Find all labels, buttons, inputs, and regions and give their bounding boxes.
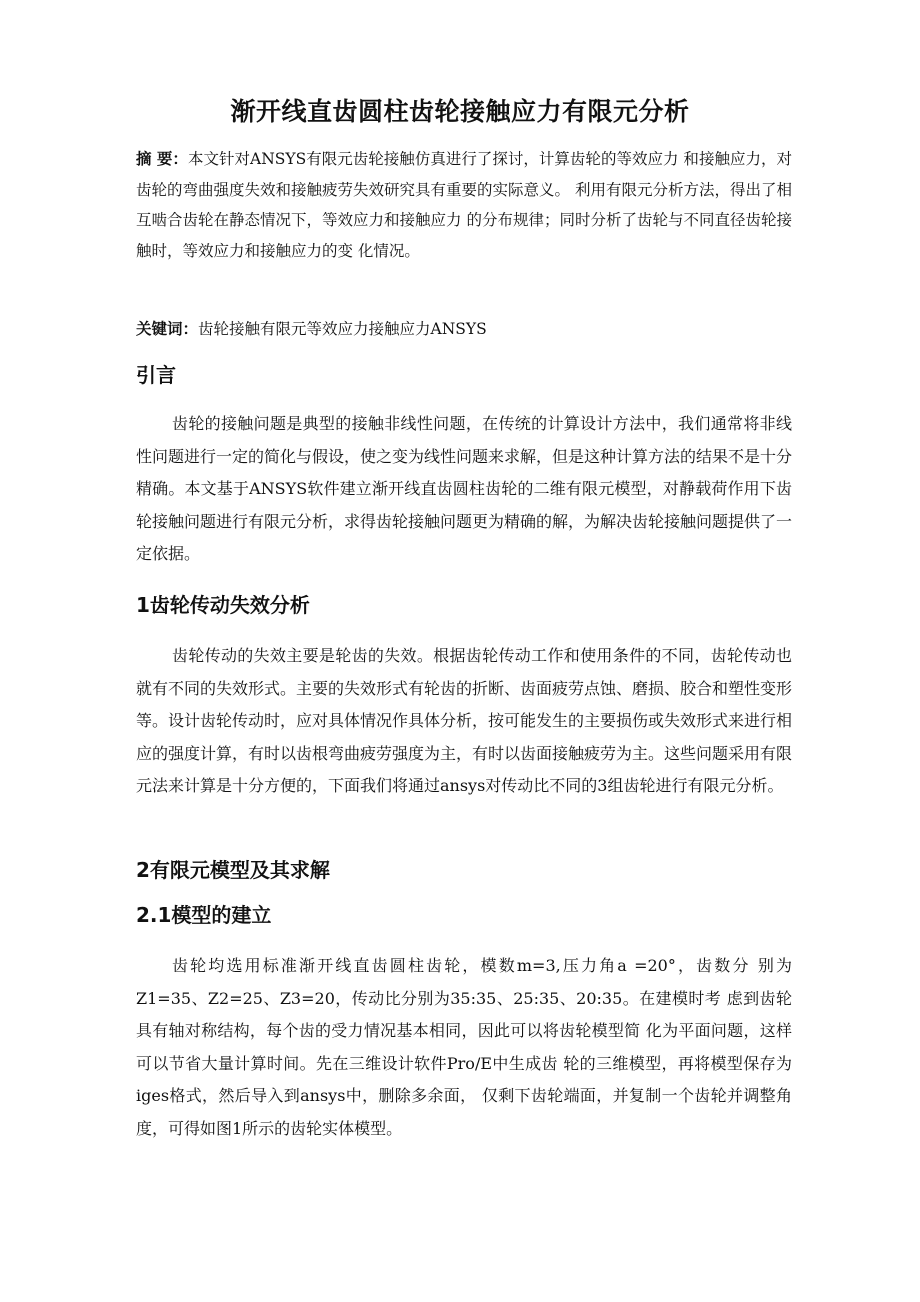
section-paragraph-2-1: 齿轮均选用标准渐开线直齿圆柱齿轮，模数m=3,压力角a =20°，齿数分 别为Z1=35、Z2=25、Z3=20，传动比分别为35:35、25:35、20:35。在建模时考 虑到齿轮具有轴对称结构，每个齿的受力情况基本相同，因此可以将齿轮模型简 化为平面问题，这样可以节省大量计算时间。先在三维设计软件Pro/E中生成齿 轮的三维模型，再将模型保存为iges格式，然后导入到ansys中，删除多余面， 仅剩下齿轮端面，并复制一个齿轮并调整角度，可得如图1所示的齿轮实体模型。 [136,956,792,1138]
abstract-text: 本文针对ANSYS有限元齿轮接触仿真进行了探讨，计算齿轮的等效应力 和接触应力，对齿轮的弯曲强度失效和接触疲劳失效研究具有重要的实际意义。 利用有限元分析方法，得出了相互啮合齿轮在静态情况下，等效应力和接触应力 的分布规律；同时分析了齿轮与不同直径齿轮接触时，等效应力和接触应力的变 化情况。 [136,150,793,260]
keywords [136,314,792,344]
section-paragraph-intro: 齿轮的接触问题是典型的接触非线性问题，在传统的计算设计方法中，我们通常将非线性问题进行一定的简化与假设，使之变为线性问题来求解，但是这种计算方法的结果不是十分精确。本文基于ANSYS软件建立渐开线直齿圆柱齿轮的二维有限元模型，对静载荷作用下齿轮接触问题进行有限元分析，求得齿轮接触问题更为精确的解，为解决齿轮接触问题提供了一定依据。 [136,414,793,563]
keywords-label: 关键词： [136,320,199,338]
abstract [136,144,792,266]
section-paragraph-1: 齿轮传动的失效主要是轮齿的失效。根据齿轮传动工作和使用条件的不同，齿轮传动也就有不同的失效形式。主要的失效形式有轮齿的折断、齿面疲劳点蚀、磨损、胶合和塑性变形等。设计齿轮传动时，应对具体情况作具体分析，按可能发生的主要损伤或失效形式来进行相应的强度计算，有时以齿根弯曲疲劳强度为主，有时以齿面接触疲劳为主。这些问题采用有限元法来计算是十分方便的，下面我们将通过ansys对传动比不同的3组齿轮进行有限元分析。 [136,646,793,795]
section-heading-2: 2有限元模型及其求解 [136,858,330,882]
document-title: 渐开线直齿圆柱齿轮接触应力有限元分析 [230,97,690,126]
section-heading-1: 1齿轮传动失效分析 [136,593,310,617]
section-heading-intro: 引言 [136,363,176,387]
section-heading-2-1: 2.1模型的建立 [136,903,272,927]
abstract-label: 摘 要： [136,150,188,168]
keywords-text: 齿轮接触有限元等效应力接触应力ANSYS [198,320,487,338]
